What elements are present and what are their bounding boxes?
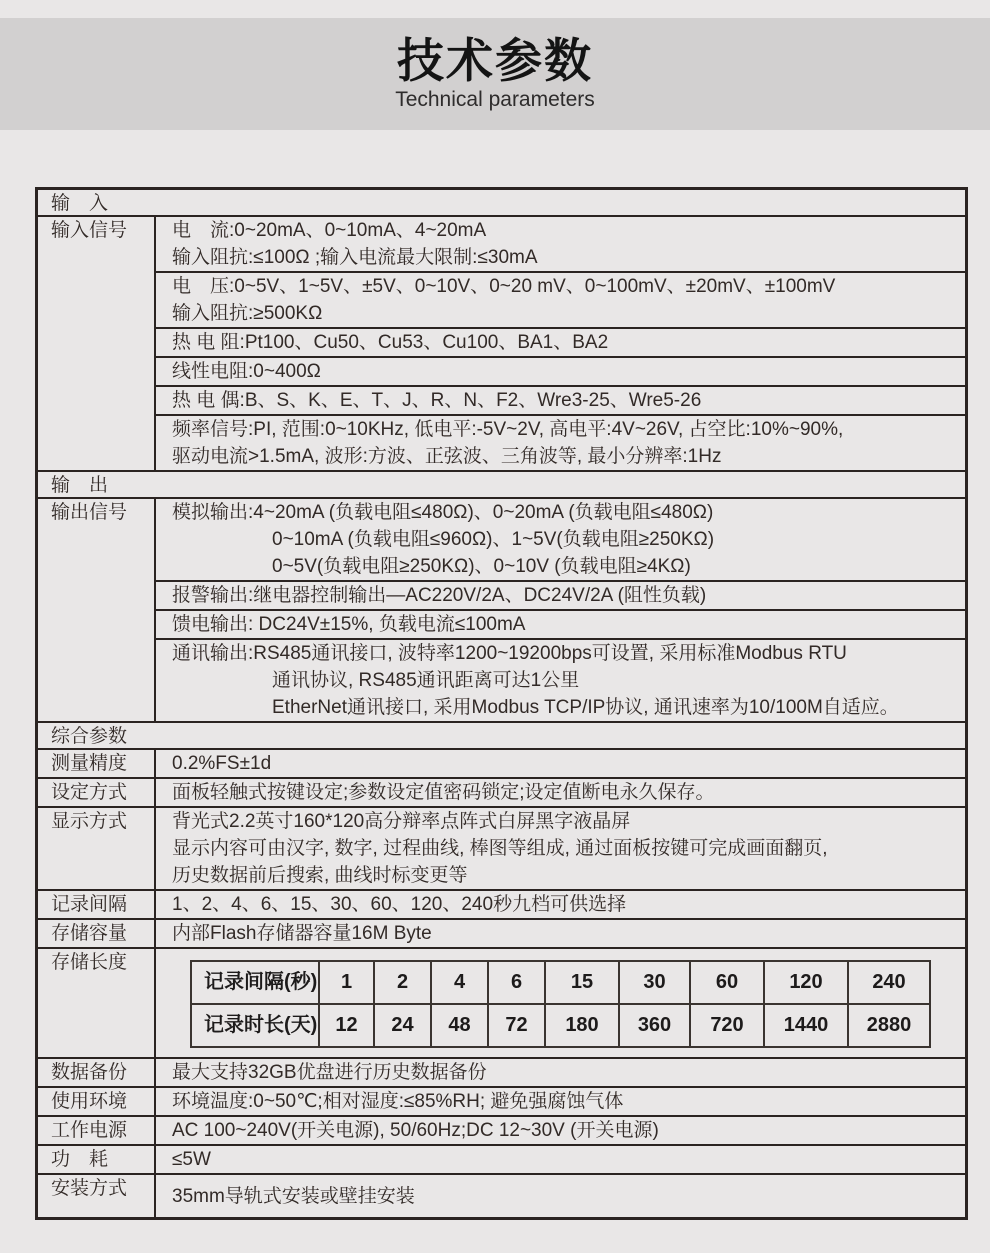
row-label: 设定方式 — [38, 779, 156, 806]
spec-line: 0~5V(负载电阻≥250KΩ)、0~10V (负载电阻≥4KΩ) — [272, 556, 691, 577]
spec-line: 热 电 阻:Pt100、Cu50、Cu53、Cu100、BA1、BA2 — [172, 332, 609, 353]
cell-frequency — [156, 416, 965, 470]
row-environment — [38, 1088, 965, 1117]
row-output-signal — [38, 499, 965, 723]
input-signal-cells — [156, 217, 965, 470]
interval-cell: 15 — [545, 961, 619, 1004]
cell-comm-output — [156, 640, 965, 721]
row-value: 0.2%FS±1d — [172, 753, 272, 774]
row-value: 最大支持32GB优盘进行历史数据备份 — [172, 1062, 487, 1083]
page-subtitle: Technical parameters — [395, 87, 595, 111]
spec-line: 通讯输出:RS485通讯接口, 波特率1200~19200bps可设置, 采用标准Modbus RTU — [172, 643, 847, 664]
cell-analog-output — [156, 499, 965, 582]
row-value: 35mm导轨式安装或壁挂安装 — [172, 1185, 415, 1207]
interval-cell: 6 — [488, 961, 545, 1004]
row-value: 环境温度:0~50℃;相对湿度:≤85%RH; 避免强腐蚀气体 — [172, 1091, 624, 1112]
spec-line: 显示内容可由汉字, 数字, 过程曲线, 棒图等组成, 通过面板按键可完成画面翻页, — [172, 838, 828, 859]
spec-line: 报警输出:继电器控制输出—AC220V/2A、DC24V/2A (阻性负载) — [172, 585, 707, 606]
interval-cell: 4 — [431, 961, 488, 1004]
row-power-supply — [38, 1117, 965, 1146]
row-input-signal — [38, 217, 965, 472]
duration-cell: 72 — [488, 1004, 545, 1047]
spec-line: 电 流:0~20mA、0~10mA、4~20mA — [172, 220, 487, 241]
interval-row — [191, 961, 930, 1004]
row-label: 测量精度 — [38, 750, 156, 777]
row-label: 存储容量 — [38, 920, 156, 947]
duration-cell: 360 — [619, 1004, 690, 1047]
spec-line: 输入阻抗:≥500KΩ — [172, 303, 323, 324]
cell-alarm-output — [156, 582, 965, 611]
row-value: 内部Flash存储器容量16M Byte — [172, 923, 432, 944]
storage-length-table — [190, 960, 931, 1048]
duration-cell: 180 — [545, 1004, 619, 1047]
row-accuracy — [38, 750, 965, 779]
page-banner — [0, 18, 990, 130]
spec-line: 线性电阻:0~400Ω — [172, 361, 321, 382]
spec-line: 热 电 偶:B、S、K、E、T、J、R、N、F2、Wre3-25、Wre5-26 — [172, 390, 702, 411]
duration-cell: 2880 — [848, 1004, 930, 1047]
row-storage-length — [38, 949, 965, 1059]
cell-thermocouple — [156, 387, 965, 416]
duration-cell: 24 — [374, 1004, 431, 1047]
interval-cell: 1 — [319, 961, 374, 1004]
duration-row-label: 记录时长(天) — [191, 1004, 319, 1047]
row-installation — [38, 1175, 965, 1217]
spec-line: EtherNet通讯接口, 采用Modbus TCP/IP协议, 通讯速率为10/100M自适应。 — [272, 697, 899, 718]
display-cell — [156, 808, 965, 889]
output-signal-cells — [156, 499, 965, 721]
row-record-interval — [38, 891, 965, 920]
duration-row — [191, 1004, 930, 1047]
spec-line: 0~10mA (负载电阻≤960Ω)、1~5V(负载电阻≥250KΩ) — [272, 529, 715, 550]
interval-cell: 60 — [690, 961, 764, 1004]
interval-cell: 30 — [619, 961, 690, 1004]
row-label: 显示方式 — [38, 808, 156, 889]
cell-voltage — [156, 273, 965, 329]
interval-row-label: 记录间隔(秒) — [191, 961, 319, 1004]
row-label: 记录间隔 — [38, 891, 156, 918]
row-label: 存储长度 — [38, 949, 156, 1057]
section-label-output: 输 出 — [51, 475, 109, 496]
section-row-general — [38, 723, 965, 750]
duration-cell: 48 — [431, 1004, 488, 1047]
row-label: 安装方式 — [38, 1175, 156, 1217]
duration-cell: 720 — [690, 1004, 764, 1047]
row-consumption — [38, 1146, 965, 1175]
spec-line: 频率信号:PI, 范围:0~10KHz, 低电平:-5V~2V, 高电平:4V~26V, 占空比:10%~90%, — [172, 419, 844, 440]
storage-length-table-wrap — [172, 949, 965, 1057]
cell-current — [156, 217, 965, 273]
duration-cell: 1440 — [764, 1004, 848, 1047]
page-title: 技术参数 — [397, 34, 593, 88]
section-label-input: 输 入 — [51, 193, 109, 214]
interval-cell: 120 — [764, 961, 848, 1004]
spec-line: 输入阻抗:≤100Ω ;输入电流最大限制:≤30mA — [172, 247, 538, 268]
section-label-general: 综合参数 — [51, 726, 128, 747]
spec-line: 驱动电流>1.5mA, 波形:方波、正弦波、三角波等, 最小分辨率:1Hz — [172, 446, 722, 467]
spec-line: 通讯协议, RS485通讯距离可达1公里 — [272, 670, 580, 691]
spec-line: 模拟输出:4~20mA (负载电阻≤480Ω)、0~20mA (负载电阻≤480Ω) — [172, 502, 714, 523]
cell-rtd — [156, 329, 965, 358]
spec-line: 历史数据前后搜索, 曲线时标变更等 — [172, 865, 468, 886]
row-label: 工作电源 — [38, 1117, 156, 1144]
row-label: 输入信号 — [38, 217, 156, 470]
row-value: 1、2、4、6、15、30、60、120、240秒九档可供选择 — [172, 894, 627, 915]
row-value: 面板轻触式按键设定;参数设定值密码锁定;设定值断电永久保存。 — [172, 782, 715, 803]
spec-line: 电 压:0~5V、1~5V、±5V、0~10V、0~20 mV、0~100mV、±20mV、±100mV — [172, 276, 836, 297]
cell-feed-output — [156, 611, 965, 640]
interval-cell: 240 — [848, 961, 930, 1004]
row-storage-capacity — [38, 920, 965, 949]
storage-length-cell — [156, 949, 965, 1057]
row-value: ≤5W — [172, 1149, 211, 1170]
spec-table — [35, 187, 968, 1220]
row-label: 数据备份 — [38, 1059, 156, 1086]
cell-linear-resistance — [156, 358, 965, 387]
row-setting — [38, 779, 965, 808]
spec-line: 背光式2.2英寸160*120高分辩率点阵式白屏黑字液晶屏 — [172, 811, 631, 832]
row-label: 使用环境 — [38, 1088, 156, 1115]
section-row-input — [38, 190, 965, 217]
duration-cell: 12 — [319, 1004, 374, 1047]
row-label: 功 耗 — [38, 1146, 156, 1173]
row-value: AC 100~240V(开关电源), 50/60Hz;DC 12~30V (开关电源) — [172, 1120, 659, 1141]
row-backup — [38, 1059, 965, 1088]
spec-line: 馈电输出: DC24V±15%, 负载电流≤100mA — [172, 614, 526, 635]
row-label: 输出信号 — [38, 499, 156, 721]
section-row-output — [38, 472, 965, 499]
interval-cell: 2 — [374, 961, 431, 1004]
row-display — [38, 808, 965, 891]
